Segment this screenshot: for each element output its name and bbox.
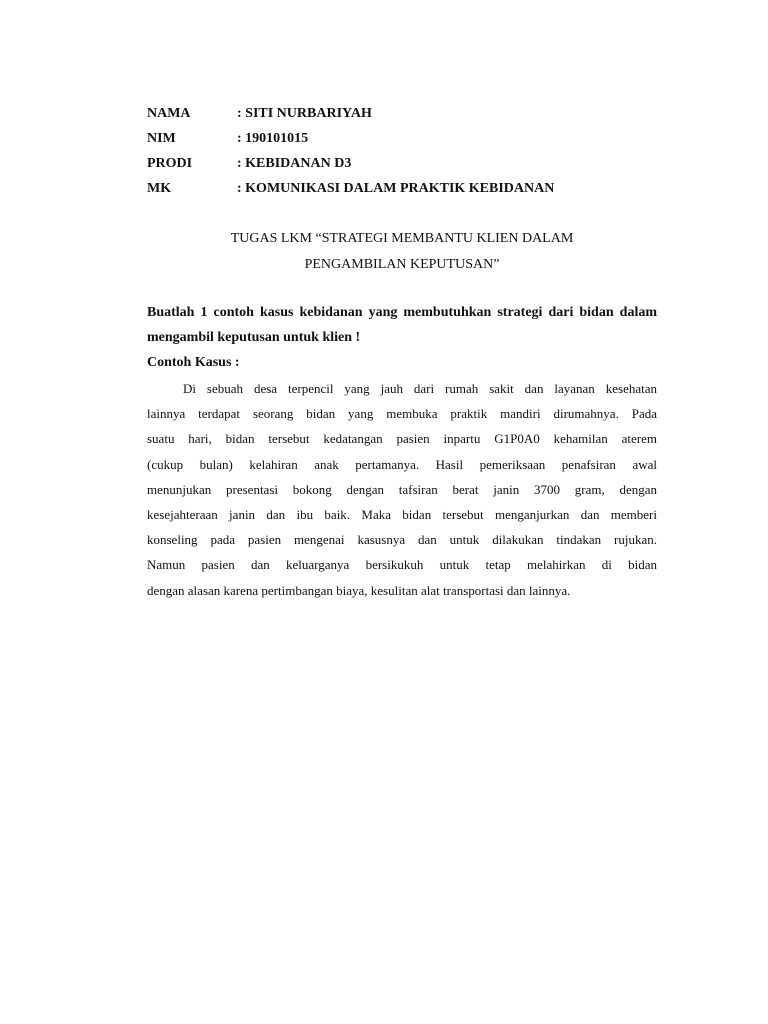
header-row-mk xyxy=(147,176,667,201)
assignment-instruction: Buatlah 1 contoh kasus kebidanan yang membutuhkan strategi dari bidan dalam mengambil keputusan untuk klien ! xyxy=(147,305,657,345)
case-heading: Contoh Kasus : xyxy=(147,355,240,370)
header-row-prodi xyxy=(147,151,667,176)
header-value: : 190101015 xyxy=(237,131,309,146)
header-value: : SITI NURBARIYAH xyxy=(237,106,372,121)
case-line: dengan alasan karena pertimbangan biaya, kesulitan alat transportasi dan lainnya. xyxy=(147,582,571,598)
header-label: PRODI xyxy=(147,156,193,171)
title-line-2: PENGAMBILAN KEPUTUSAN” xyxy=(304,257,500,272)
case-line: Namun pasien dan keluarganya bersikukuh untuk tetap melahirkan di bidan xyxy=(147,557,657,573)
title-line-1: TUGAS LKM “STRATEGI MEMBANTU KLIEN DALAM xyxy=(230,231,574,246)
case-line: konseling pada pasien mengenai kasusnya dan untuk dilakukan tindakan rujukan. xyxy=(147,532,657,548)
header-label: MK xyxy=(147,181,172,196)
header-value: : KOMUNIKASI DALAM PRAKTIK KEBIDANAN xyxy=(237,181,555,196)
identity-header xyxy=(147,101,667,201)
document-title xyxy=(147,226,657,278)
header-row-nim xyxy=(147,126,667,151)
case-paragraph xyxy=(147,376,657,603)
case-line: suatu hari, bidan tersebut kedatangan pasien inpartu G1P0A0 kehamilan aterem xyxy=(147,431,657,447)
case-line: menunjukan presentasi bokong dengan tafsiran berat janin 3700 gram, dengan xyxy=(147,481,657,497)
case-line: lainnya terdapat seorang bidan yang membuka praktik mandiri dirumahnya. Pada xyxy=(147,406,657,422)
header-label: NAMA xyxy=(147,106,191,121)
case-line: Di sebuah desa terpencil yang jauh dari rumah sakit dan layanan kesehatan xyxy=(183,381,657,396)
header-row-nama xyxy=(147,101,667,126)
case-line: (cukup bulan) kelahiran anak pertamanya. Hasil pemeriksaan penafsiran awal xyxy=(147,456,657,472)
header-value: : KEBIDANAN D3 xyxy=(237,156,352,171)
case-line: kesejahteraan janin dan ibu baik. Maka bidan tersebut menganjurkan dan memberi xyxy=(147,506,657,522)
header-label: NIM xyxy=(147,131,176,146)
